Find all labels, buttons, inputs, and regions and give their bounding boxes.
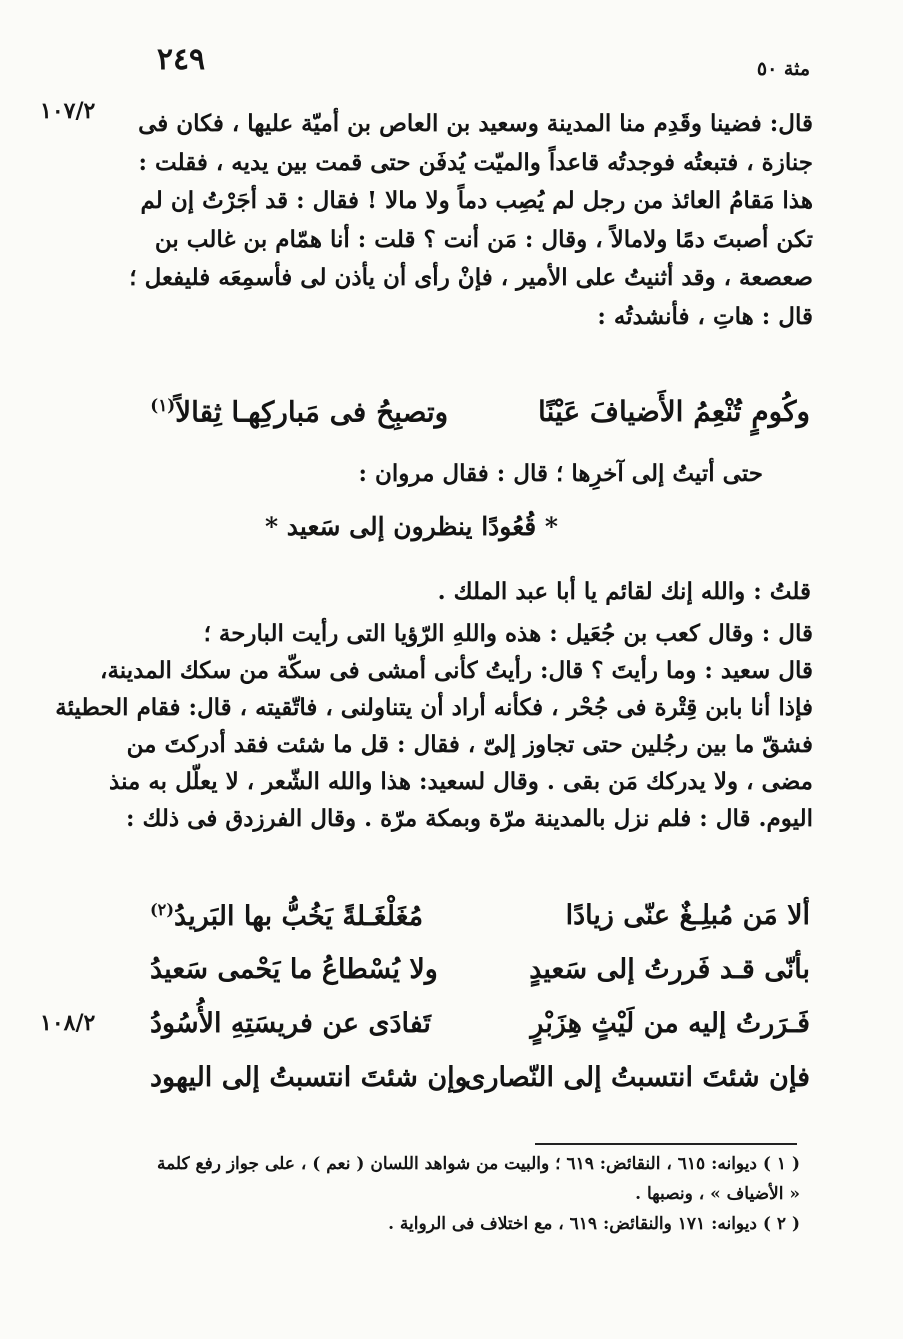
poem-verse <box>150 954 810 1008</box>
verse-first-half: فَـرَرتُ إليه من لَيْثٍ هِزَبْرٍ <box>530 1008 810 1039</box>
text-line: فإذا أنا بابن قِتْرة فى جُحْر ، فكأنه أراد أن يتناولنى ، فاتّقيته ، قال: فقام الحطيئة <box>55 694 813 721</box>
text-line: قال سعيد : وما رأيتَ ؟ قال: رأيتُ كأنى أمشى فى سكّة من سكك المدينة، <box>100 657 813 684</box>
hemistich: * قُعُودًا ينظرون إلى سَعيد * <box>265 512 558 541</box>
page-number: ٢٤٩ <box>156 42 206 77</box>
text-line: قال : وقال كعب بن جُعَيل : هذه واللهِ الرّؤيا التى رأيت البارحة ؛ <box>203 620 813 647</box>
text-line: مضى ، ولا يدركك مَن بقى . وقال لسعيد: هذا والله الشّعر ، لا يعلّل به منذ <box>109 768 813 795</box>
verse-first-half: وكُومٍ تُنْعِمُ الأَضيافَ عَيْنًا <box>538 395 810 429</box>
poem-verse <box>150 1062 810 1116</box>
footnote-line: « الأضياف » ، ونصبها . <box>635 1184 800 1204</box>
verse-second-half: تَفادَى عن فريسَتِهِ الأُسُودُ <box>150 1008 431 1039</box>
verse-first-half: فإن شئتَ انتسبتُ إلى النّصارى <box>464 1062 810 1093</box>
verse-first-half: بأنّى قـد فَررتُ إلى سَعيدٍ <box>529 954 810 985</box>
poem-verse <box>150 1008 810 1062</box>
text-line: فشقّ ما بين رجُلين حتى تجاوز إلىّ ، فقال : قل ما شئت فقد أدركتَ من <box>126 731 813 758</box>
text-line: تكن أصبتَ دمًا ولامالاً ، وقال : مَن أنت ؟ قلت : أنا همّام بن غالب بن <box>154 225 813 253</box>
footnotes <box>140 1154 800 1244</box>
footnote-divider <box>535 1143 797 1145</box>
verse-first-half: ألا مَن مُبلِـغٌ عنّى زيادًا <box>565 900 810 931</box>
verse-second-half <box>150 395 480 428</box>
verse-line <box>150 395 810 428</box>
margin-reference: ١٠٨/٢ <box>40 1010 96 1036</box>
verse-text: وتصبِحُ فى مَباركِهـا ثِقالاً <box>175 395 449 429</box>
poem-verse <box>150 900 810 954</box>
verse-second-half <box>150 900 490 954</box>
narration-line: حتى أتيتُ إلى آخرِها ؛ قال : فقال مروان : <box>358 460 763 487</box>
footnote-line: ( ٢ ) ديوانه: ١٧١ والنقائض: ٦١٩ ، مع اختلاف فى الرواية . <box>388 1214 800 1234</box>
verse-second-half: ولا يُسْطاعُ ما يَحْمى سَعيدُ <box>150 954 438 985</box>
margin-reference: ١٠٧/٢ <box>40 98 96 124</box>
footnote-mark: (١) <box>150 395 176 415</box>
footnote-line: ( ١ ) ديوانه: ٦١٥ ، النقائض: ٦١٩ ؛ والبيت من شواهد اللسان ( نعم ) ، على جواز رفع كلمة <box>156 1154 800 1174</box>
text-line: اليوم. قال : فلم نزل بالمدينة مرّة وبمكة مرّة . وقال الفرزدق فى ذلك : <box>126 805 813 832</box>
verse-text: مُغَلْغَـلةً يَخُبُّ بها البَريدُ <box>174 901 424 932</box>
footnote-mark: (٢) <box>150 900 175 919</box>
verse-second-half: وإن شئتَ انتسبتُ إلى اليهود <box>150 1062 468 1093</box>
narration-line: قلتُ : والله إنك لقائم يا أبا عبد الملك . <box>437 578 811 605</box>
text-line: قال : هاتِ ، فأنشدتُه : <box>597 302 813 330</box>
running-head: مثة ٥٠ <box>756 58 810 80</box>
text-line: جنازة ، فتبعتُه فوجدتُه قاعداً والميّت يُدفَن حتى قمت بين يديه ، فقلت : <box>138 148 813 176</box>
paragraph-1 <box>129 110 813 341</box>
text-line: قال: فضينا وقَدِم منا المدينة وسعيد بن العاص بن أميّة عليها ، فكان فى <box>138 110 813 137</box>
text-line: صعصعة ، وقد أثنيتُ على الأمير ، فإنْ رأى أن يأذن لى فأسمِعَه فليفعل ؛ <box>129 264 813 291</box>
paragraph-2 <box>55 620 813 842</box>
text-line: هذا مَقامُ العائذ من رجل لم يُصِب دماً ولا مالا ! فقال : قد أجَرْتُ إن لم <box>140 187 813 214</box>
poem <box>150 900 810 1116</box>
